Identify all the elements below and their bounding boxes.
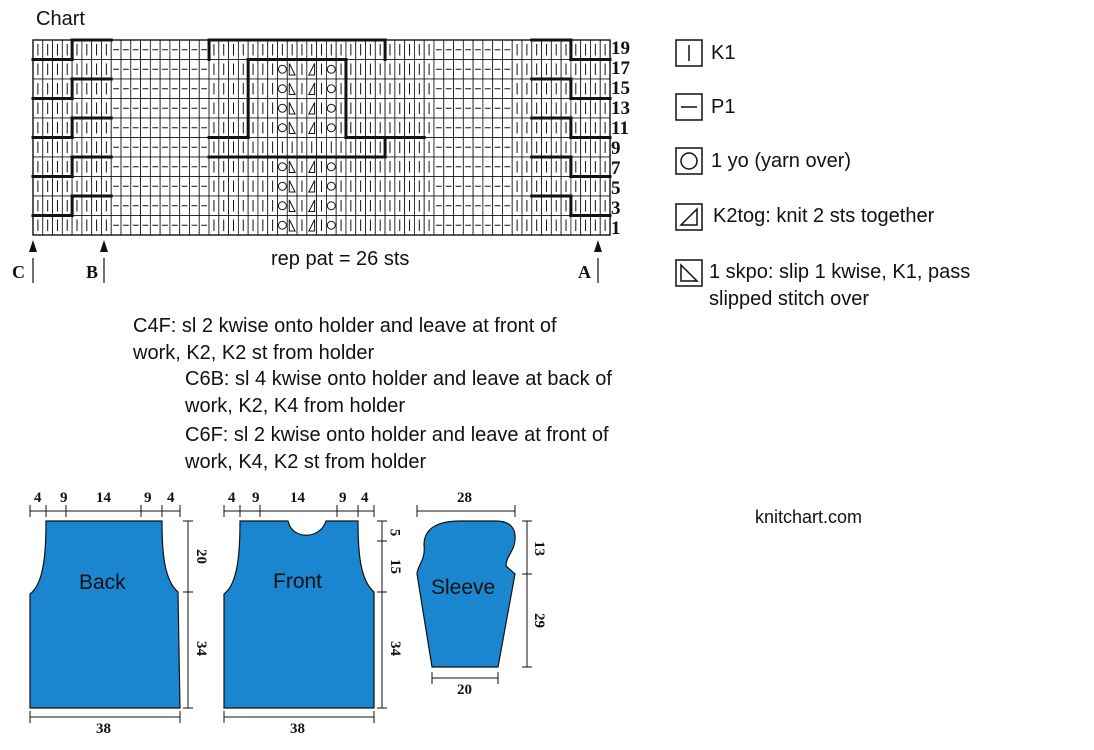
measure-label: 20 (193, 549, 209, 564)
cable-c6f-text: C6F: sl 2 kwise onto holder and leave at front of work, K4, K2 st from holder (185, 424, 609, 473)
row-number: 13 (611, 98, 630, 119)
watermark: knitchart.com (755, 507, 863, 527)
marker-c-label: C (12, 262, 25, 282)
cable-c4f-text: C4F: sl 2 kwise onto holder and leave at front of work, K2, K2 st from holder (133, 315, 557, 364)
cable-c6b-text: C6B: sl 4 kwise onto holder and leave at back of work, K2, K4 from holder (185, 368, 612, 417)
back-label: Back (79, 571, 126, 594)
legend-k2tog: K2tog: knit 2 sts together (713, 205, 935, 227)
measure-label: 14 (96, 490, 111, 506)
measure-label: 5 (386, 528, 403, 537)
measure-label: 4 (228, 490, 236, 506)
measure-label: 9 (144, 490, 152, 506)
measure-label: 38 (290, 721, 305, 737)
front-piece (224, 521, 374, 708)
measure-label: 4 (361, 490, 369, 506)
measure-label: 15 (387, 559, 403, 574)
measure-label: 13 (531, 541, 547, 556)
row-number: 17 (611, 58, 630, 79)
row-number: 15 (611, 78, 630, 99)
chart-title: Chart (36, 8, 85, 30)
front-side-measure (377, 521, 387, 708)
row-number: 5 (611, 178, 621, 199)
sleeve-label: Sleeve (431, 576, 496, 599)
row-number: 9 (611, 138, 621, 159)
row-number: 3 (611, 198, 621, 219)
legend-p1: P1 (711, 96, 736, 118)
measure-label: 28 (457, 490, 472, 506)
legend-yo: 1 yo (yarn over) (711, 150, 852, 172)
measure-label: 29 (531, 613, 547, 628)
legend-k1: K1 (711, 42, 736, 64)
row-number: 7 (611, 158, 621, 179)
row-number: 1 (611, 218, 621, 239)
back-piece (30, 521, 180, 708)
marker-b-label: B (86, 262, 99, 282)
legend-skpo: 1 skpo: slip 1 kwise, K1, pass slipped stitch over (709, 261, 971, 310)
front-label: Front (273, 570, 323, 593)
measure-label: 38 (96, 721, 111, 737)
marker-a-label: A (578, 262, 591, 282)
measure-label: 14 (290, 490, 305, 506)
measure-label: 4 (167, 490, 175, 506)
measure-label: 34 (387, 641, 403, 656)
measure-label: 9 (60, 490, 68, 506)
measure-label: 34 (193, 641, 209, 656)
repeat-label: rep pat = 26 sts (271, 248, 410, 270)
measure-label: 4 (34, 490, 42, 506)
row-number: 11 (611, 118, 629, 139)
measure-label: 20 (457, 682, 472, 698)
measure-label: 9 (339, 490, 347, 506)
row-number: 19 (611, 38, 630, 59)
measure-label: 9 (252, 490, 260, 506)
